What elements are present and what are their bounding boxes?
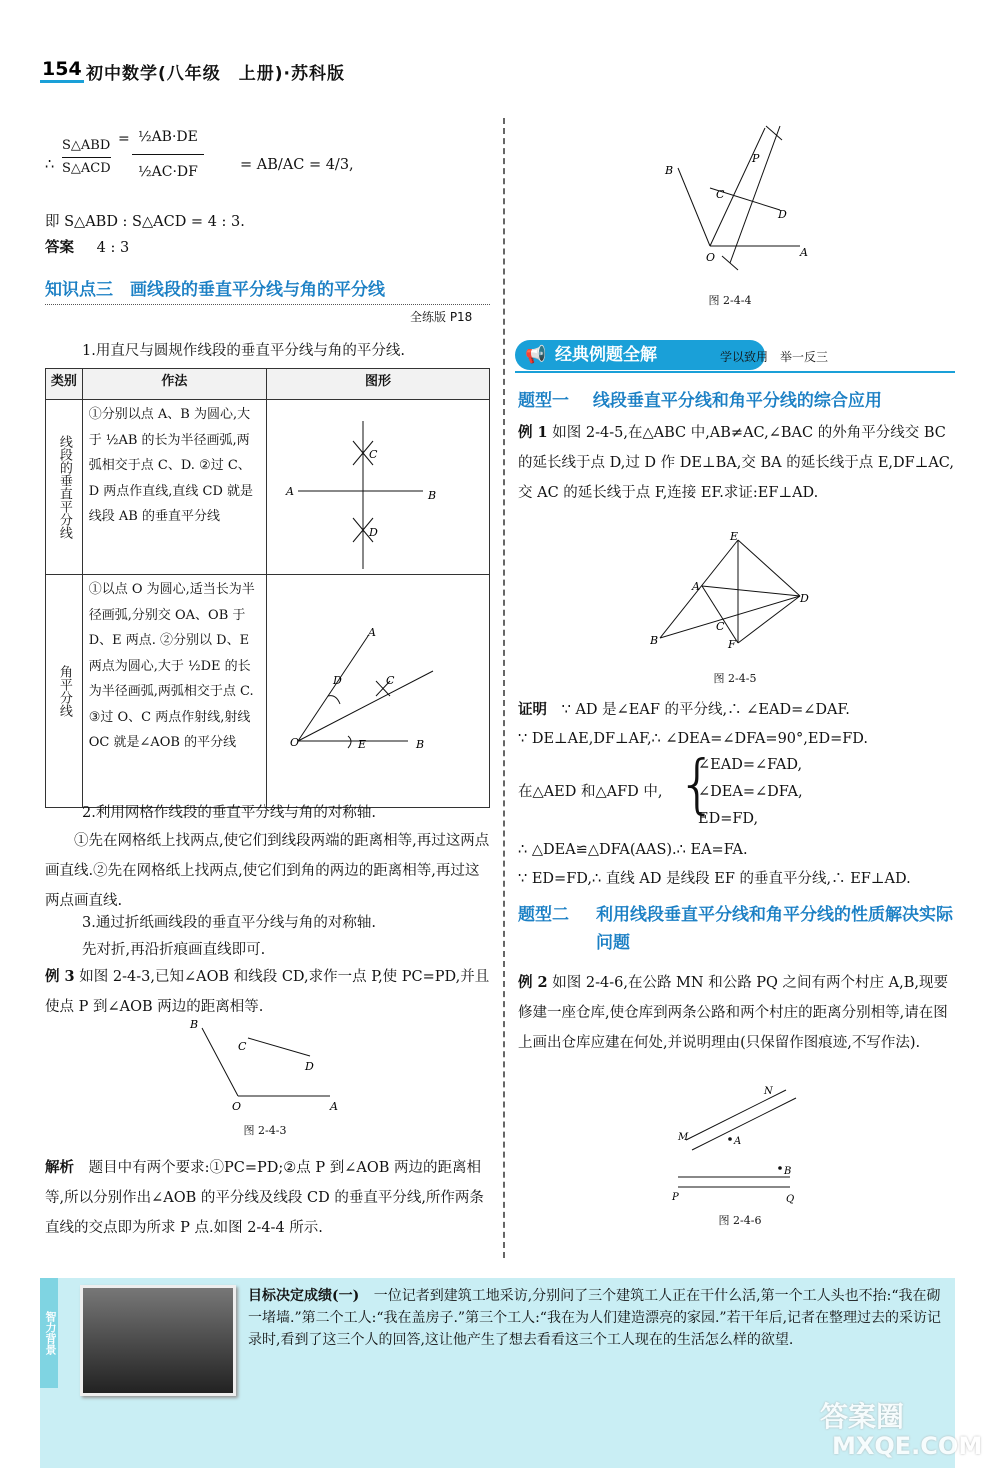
proof-system	[698, 752, 803, 833]
svg-text:D: D	[332, 674, 342, 687]
analysis	[45, 1153, 490, 1243]
svg-text:A: A	[692, 580, 700, 593]
example-2-body: 如图 2-4-6,在公路 MN 和公路 PQ 之间有两个村庄 A,B,现要修建一座仓库,使仓库到两条公路和两个村庄的距离分别相等,请在图上画出仓库应建在何处,并说明理由(只保留作图痕迹,不写作法).	[518, 975, 949, 1051]
proof-line-5: ∵ ED=FD,∴ 直线 AD 是线段 EF 的垂直平分线,∴ EF⊥AD.	[518, 871, 911, 887]
ratio-fraction-main	[132, 120, 204, 189]
svg-text:B: B	[784, 1166, 792, 1177]
svg-text:C: C	[238, 1040, 247, 1053]
svg-text:D: D	[305, 1060, 314, 1073]
megaphone-icon: 📢	[525, 345, 547, 365]
svg-text:E: E	[730, 530, 739, 543]
example-3-body: 如图 2-4-3,已知∠AOB 和线段 CD,求作一点 P,使 PC=PD,并且使点 P 到∠AOB 两边的距离相等.	[45, 969, 490, 1015]
svg-text:O: O	[232, 1100, 242, 1113]
table-cell-category: 角平分线	[46, 575, 83, 808]
svg-text:P: P	[672, 1192, 679, 1203]
figure-2-4-3	[180, 1018, 350, 1113]
svg-text:C: C	[368, 448, 378, 461]
table-header: 作法	[82, 369, 266, 400]
footer-body: 一位记者到建筑工地采访,分别问了三个建筑工人正在干什么活,第一个工人头也不抬:“我在砌一堵墙.”第二个工人:“我在盖房子.”第三个工人:“我在为人们建造漂亮的家园.”若干年后,记者在整理过去的采访记录时,看到了这三个人的回答,这让他产生了想去看看这三个工人现在的生活怎么样的欲望.	[248, 1288, 942, 1348]
kp3-dots	[45, 304, 490, 305]
proof-line-3: 在△AED 和△AFD 中,	[518, 784, 663, 800]
svg-text:A: A	[734, 1136, 742, 1147]
ratio-rest: = AB/AC = 4/3,	[240, 157, 354, 173]
proof-system-line: ∠DEA=∠DFA,	[698, 784, 803, 800]
svg-text:C: C	[716, 188, 725, 201]
table-row	[46, 400, 490, 575]
proof-system-line: ∠EAD=∠FAD,	[698, 757, 803, 773]
table-cell-method: ①以点 O 为圆心,适当长为半径画弧,分别交 OA、OB 于 D、E 两点. ②分别以 D、E 两点为圆心,大于 ½DE 的长为半径画弧,两弧相交于点 C. ③过 O、C 两点作射线,射线 OC 就是∠AOB 的平分线	[82, 575, 266, 808]
kp3-ref: 全练版 P18	[410, 310, 473, 324]
item2: 2.利用网格作线段的垂直平分线与角的对称轴.	[82, 805, 376, 821]
proof-label: 证明	[518, 701, 547, 718]
svg-text:B: B	[427, 489, 437, 502]
figure-2-4-5-caption: 图 2-4-5	[713, 672, 757, 685]
ratio-s2: S△ACD	[62, 161, 111, 176]
ratio-den: ½AC·DF	[138, 164, 198, 180]
example-3	[45, 962, 490, 1022]
ratio-fraction-mid: =	[118, 131, 130, 147]
answer	[45, 233, 129, 263]
answer-value: 4 : 3	[96, 240, 130, 256]
type2-title: 利用线段垂直平分线和角平分线的性质解决实际问题	[596, 905, 953, 953]
svg-text:P: P	[752, 152, 760, 165]
svg-text:N: N	[764, 1086, 773, 1097]
footer-tab: 智力背景	[40, 1278, 58, 1388]
svg-text:D: D	[778, 208, 787, 221]
table-cell-figure	[266, 400, 489, 575]
analysis-body: 题目中有两个要求:①PC=PD;②点 P 到∠AOB 两边的距离相等,所以分别作出∠AOB 的平分线及线段 CD 的垂直平分线,所作两条直线的交点即为所求 P 点.如图 2-4-4 所示.	[45, 1160, 484, 1236]
page-number: 154	[40, 58, 84, 83]
table-header: 类别	[46, 369, 83, 400]
proof-line-2: ∵ DE⊥AE,DF⊥AF,∴ ∠DEA=∠DFA=90°,ED=FD.	[518, 731, 869, 747]
section-banner-label: 经典例题全解	[555, 345, 657, 365]
svg-text:E: E	[357, 738, 367, 751]
figure-2-4-4-caption: 图 2-4-4	[708, 294, 752, 307]
construction-photo	[80, 1285, 236, 1396]
watermark-logo: 答案圈	[820, 1400, 905, 1433]
example-2-label: 例 2	[518, 974, 548, 991]
svg-text:D: D	[368, 526, 378, 539]
ratio-lead: ∴	[45, 157, 55, 173]
svg-text:O: O	[289, 736, 300, 749]
watermark-url: MXQE.COM	[832, 1432, 983, 1460]
method-table	[45, 368, 490, 808]
example-3-label: 例 3	[45, 968, 75, 985]
table-cell-category: 线段的垂直平分线	[46, 400, 83, 575]
svg-text:A: A	[800, 246, 808, 259]
table-cell-method: ①分别以点 A、B 为圆心,大于 ½AB 的长为半径画弧,两弧相交于点 C、D. ②过 C、D 两点作直线,直线 CD 就是线段 AB 的垂直平分线	[82, 400, 266, 575]
item3-body: 先对折,再沿折痕画直线即可.	[82, 942, 266, 958]
proof-system-line: ED=FD,	[698, 811, 759, 827]
kp3-title: 知识点三 画线段的垂直平分线与角的平分线	[45, 280, 385, 300]
banner-underline	[515, 371, 955, 373]
ratio-s1: S△ABD	[62, 135, 111, 158]
table-header-row	[46, 369, 490, 400]
table-cell-figure	[266, 575, 489, 808]
svg-text:C: C	[716, 620, 725, 633]
proof-line-1-text: ∵ AD 是∠EAF 的平分线,∴ ∠EAD=∠DAF.	[561, 702, 850, 718]
type2-label: 题型二	[518, 905, 569, 925]
column-divider	[503, 118, 505, 1258]
type2-heading	[518, 901, 958, 953]
book-title: 初中数学(八年级 上册)·苏科版	[86, 64, 345, 84]
figure-2-4-4	[650, 118, 810, 278]
svg-text:F: F	[728, 638, 736, 651]
svg-text:M: M	[678, 1132, 689, 1143]
svg-text:Q: Q	[786, 1194, 795, 1205]
svg-text:B: B	[190, 1018, 199, 1031]
svg-text:O: O	[706, 251, 716, 264]
figure-2-4-3-caption: 图 2-4-3	[243, 1124, 287, 1137]
item3: 3.通过折纸画线段的垂直平分线与角的对称轴.	[82, 915, 376, 931]
ratio-fraction-left	[62, 135, 111, 180]
proof-line-4: ∴ △DEA≌△DFA(AAS).∴ EA=FA.	[518, 842, 748, 858]
svg-text:D: D	[800, 592, 809, 605]
item1: 1.用直尺与圆规作线段的垂直平分线与角的平分线.	[82, 343, 405, 359]
example-1	[518, 418, 958, 508]
type1-title: 线段垂直平分线和角平分线的综合应用	[592, 391, 882, 411]
svg-text:B: B	[415, 738, 425, 751]
proof-line-1	[518, 695, 958, 725]
svg-text:B: B	[665, 164, 674, 177]
angle-bisector-figure	[268, 576, 488, 802]
figure-2-4-5	[650, 528, 820, 653]
item2-body: ①先在网格纸上找两点,使它们到线段两端的距离相等,再过这两点画直线.②先在网格纸上找两点,使它们到角的两边的距离相等,再过这两点画直线.	[45, 833, 490, 909]
svg-text:C: C	[385, 674, 395, 687]
type1-heading	[518, 386, 958, 411]
answer-label: 答案	[45, 239, 74, 256]
footer-title: 目标决定成绩(一)	[248, 1288, 360, 1304]
ratio-result: 即 S△ABD : S△ACD = 4 : 3.	[45, 214, 245, 230]
section-banner-subtitle: 学以致用 举一反三	[720, 350, 829, 364]
ratio-num: ½AB·DE	[132, 120, 204, 155]
svg-text:A: A	[367, 626, 376, 639]
example-1-body: 如图 2-4-5,在△ABC 中,AB≠AC,∠BAC 的外角平分线交 BC 的延长线于点 D,过 D 作 DE⊥BA,交 BA 的延长线于点 E,DF⊥AC,交 AC 的延长线于点 F,连接 EF.求证:EF⊥AD.	[518, 425, 954, 501]
svg-text:B: B	[650, 634, 659, 647]
example-1-label: 例 1	[518, 424, 548, 441]
figure-2-4-6-caption: 图 2-4-6	[718, 1214, 762, 1227]
svg-text:A: A	[285, 485, 294, 498]
footer-text	[248, 1285, 948, 1351]
type1-label: 题型一	[518, 391, 569, 411]
brace-symbol: {	[677, 748, 718, 822]
analysis-label: 解析	[45, 1159, 74, 1176]
example-2	[518, 968, 958, 1058]
perpendicular-bisector-figure	[268, 401, 488, 569]
table-header: 图形	[266, 369, 489, 400]
figure-2-4-6	[668, 1082, 808, 1207]
svg-text:A: A	[330, 1100, 338, 1113]
table-row	[46, 575, 490, 808]
